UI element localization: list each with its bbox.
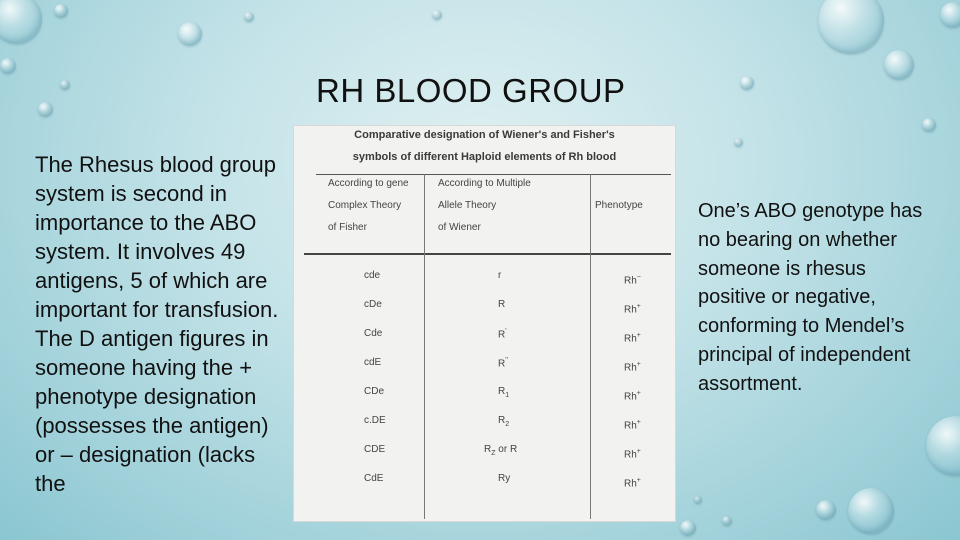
water-droplet <box>740 76 754 90</box>
cell-wiener: $R_Z$ or R <box>484 444 518 457</box>
water-droplet <box>848 488 894 534</box>
header-fisher-line2: Complex Theory <box>328 200 402 211</box>
cell-fisher: cdE <box>364 357 382 368</box>
header-wiener-line1: According to Multiple <box>438 178 531 189</box>
figure-caption-line1: Comparative designation of Wiener's and Fisher's <box>354 129 615 141</box>
water-droplet <box>680 520 696 536</box>
water-droplet <box>0 0 42 44</box>
water-droplet <box>722 516 732 526</box>
water-droplet <box>432 10 442 20</box>
water-droplet <box>54 4 68 18</box>
column-divider-2 <box>590 174 591 519</box>
left-body-text: The Rhesus blood group system is second in importance to the ABO system. It involves 49 antigens, 5 of which are important for transfusion. The D antigen figures in someone having the + phenotype designation (possesses the antigen) or – designation (lacks the <box>35 152 279 496</box>
cell-phenotype: Rh+ <box>624 390 641 403</box>
water-droplet <box>0 58 16 74</box>
water-droplet <box>38 102 53 117</box>
cell-wiener: R' <box>498 328 507 341</box>
cell-wiener: $R_1$ <box>498 386 510 399</box>
cell-fisher: CDe <box>364 386 385 397</box>
cell-phenotype: Rh+ <box>624 477 641 490</box>
water-droplet <box>926 416 960 476</box>
table-header-rule <box>304 253 671 255</box>
cell-fisher: CDE <box>364 444 386 455</box>
cell-fisher: CdE <box>364 473 384 484</box>
water-droplet <box>178 22 202 46</box>
cell-wiener: Ry <box>498 473 511 484</box>
water-droplet <box>940 2 960 28</box>
water-droplet <box>60 80 70 90</box>
figure-caption-line2: symbols of different Haploid elements of Rh blood <box>352 151 617 163</box>
column-divider-1 <box>424 174 425 519</box>
water-droplet <box>818 0 884 54</box>
water-droplet <box>734 138 743 147</box>
cell-wiener: R'' <box>498 357 508 370</box>
cell-wiener: R <box>498 299 506 310</box>
cell-phenotype: Rh+ <box>624 419 641 432</box>
cell-phenotype: Rh+ <box>624 448 641 461</box>
header-wiener-line2: Allele Theory <box>438 200 497 211</box>
cell-phenotype: Rh− <box>624 274 641 287</box>
cell-phenotype: Rh+ <box>624 303 641 316</box>
header-phenotype: Phenotype <box>595 200 643 211</box>
slide-title: RH BLOOD GROUP <box>316 72 626 109</box>
cell-fisher: cDe <box>364 299 382 310</box>
water-droplet <box>922 118 936 132</box>
cell-phenotype: Rh+ <box>624 361 641 374</box>
cell-phenotype: Rh+ <box>624 332 641 345</box>
water-droplet <box>244 12 254 22</box>
water-droplet <box>884 50 914 80</box>
header-fisher-line1: According to gene <box>328 178 409 189</box>
cell-fisher: Cde <box>364 328 383 339</box>
header-fisher-line3: of Fisher <box>328 222 367 233</box>
cell-fisher: c.DE <box>364 415 386 426</box>
water-droplet <box>816 500 836 520</box>
cell-wiener: $R_2$ <box>498 415 510 428</box>
cell-wiener: r <box>498 270 502 281</box>
rh-designation-table-figure <box>293 125 676 522</box>
water-droplet <box>694 496 702 504</box>
cell-fisher: cde <box>364 270 381 281</box>
header-wiener-line3: of Wiener <box>438 222 481 233</box>
right-body-text: One’s ABO genotype has no bearing on whether someone is rhesus positive or negative, conforming to Mendel’s principal of independent assortment. <box>698 200 923 395</box>
